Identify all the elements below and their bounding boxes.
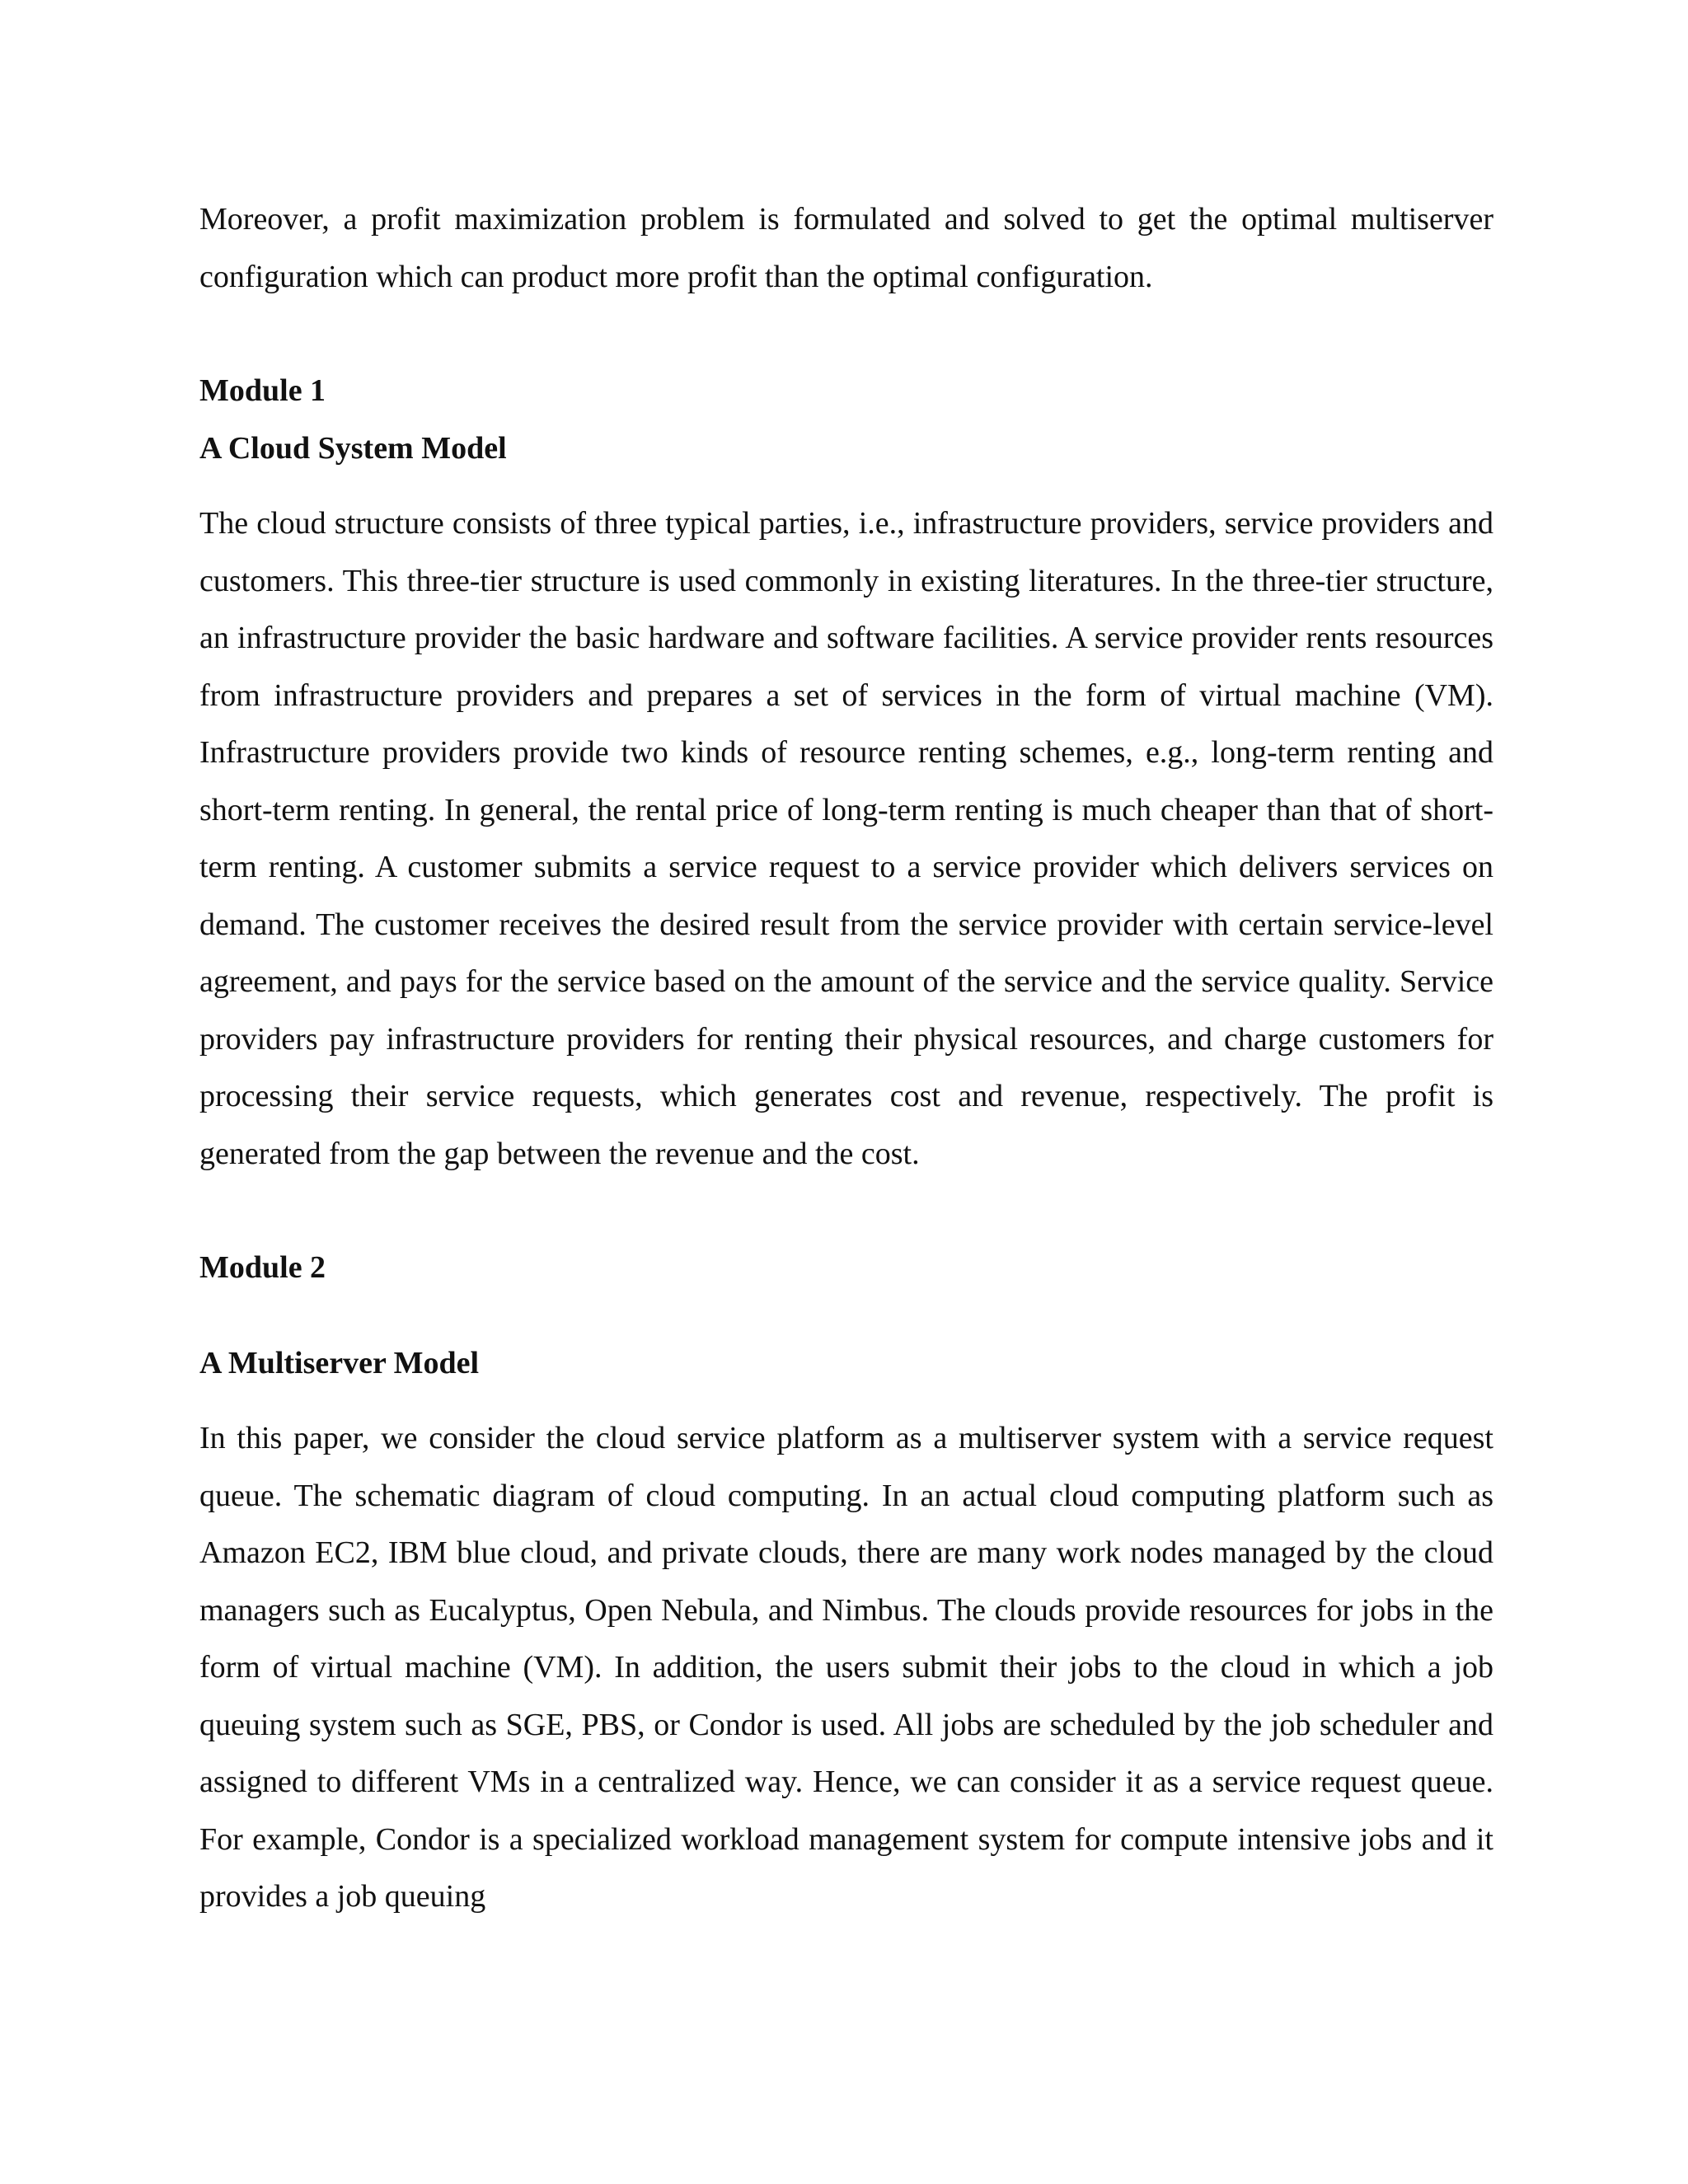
intro-paragraph: Moreover, a profit maximization problem is formulated and solved to get the optimal multiserver configuration which can product more profit than the optimal configuration. <box>199 202 1493 294</box>
module-1-paragraph: The cloud structure consists of three typical parties, i.e., infrastructure providers, service providers and customers. This three-tier structure is used commonly in existing literatures. In the three-tier structure, an infrastructure provider the basic hardware and software facilities. A service provider rents resources from infrastructure providers and prepares a set of services in the form of virtual machine (VM). Infrastructure providers provide two kinds of resource renting schemes, e.g., long-term renting and short-term renting. In general, the rental price of long-term renting is much cheaper than that of short-term renting. A customer submits a service request to a service provider which delivers services on demand. The customer receives the desired result from the service provider with certain service-level agreement, and pays for the service based on the amount of the service and the service quality. Service providers pay infrastructure providers for renting their physical resources, and charge customers for processing their service requests, which generates cost and revenue, respectively. The profit is generated from the gap between the revenue and the cost. <box>199 506 1493 1171</box>
module-2-title: A Multiserver Model <box>199 1345 480 1380</box>
module-2-paragraph: In this paper, we consider the cloud service platform as a multiserver system with a service request queue. The schematic diagram of cloud computing. In an actual cloud computing platform such as Amazon EC2, IBM blue cloud, and private clouds, there are many work nodes managed by the cloud managers such as Eucalyptus, Open Nebula, and Nimbus. The clouds provide resources for jobs in the form of virtual machine (VM). In addition, the users submit their jobs to the cloud in which a job queuing system such as SGE, PBS, or Condor is used. All jobs are scheduled by the job scheduler and assigned to different VMs in a centralized way. Hence, we can consider it as a service request queue. For example, Condor is a specialized workload management system for compute intensive jobs and it provides a job queuing <box>199 1421 1493 1914</box>
module-1-title: A Cloud System Model <box>199 430 507 466</box>
spacer <box>199 1392 1493 1410</box>
module-1-heading: Module 1 <box>199 373 326 408</box>
spacer <box>199 306 1493 363</box>
spacer <box>199 477 1493 495</box>
spacer <box>199 1297 1493 1335</box>
module-2-heading: Module 2 <box>199 1250 326 1285</box>
spacer <box>199 1183 1493 1240</box>
page-content <box>199 191 1493 1926</box>
